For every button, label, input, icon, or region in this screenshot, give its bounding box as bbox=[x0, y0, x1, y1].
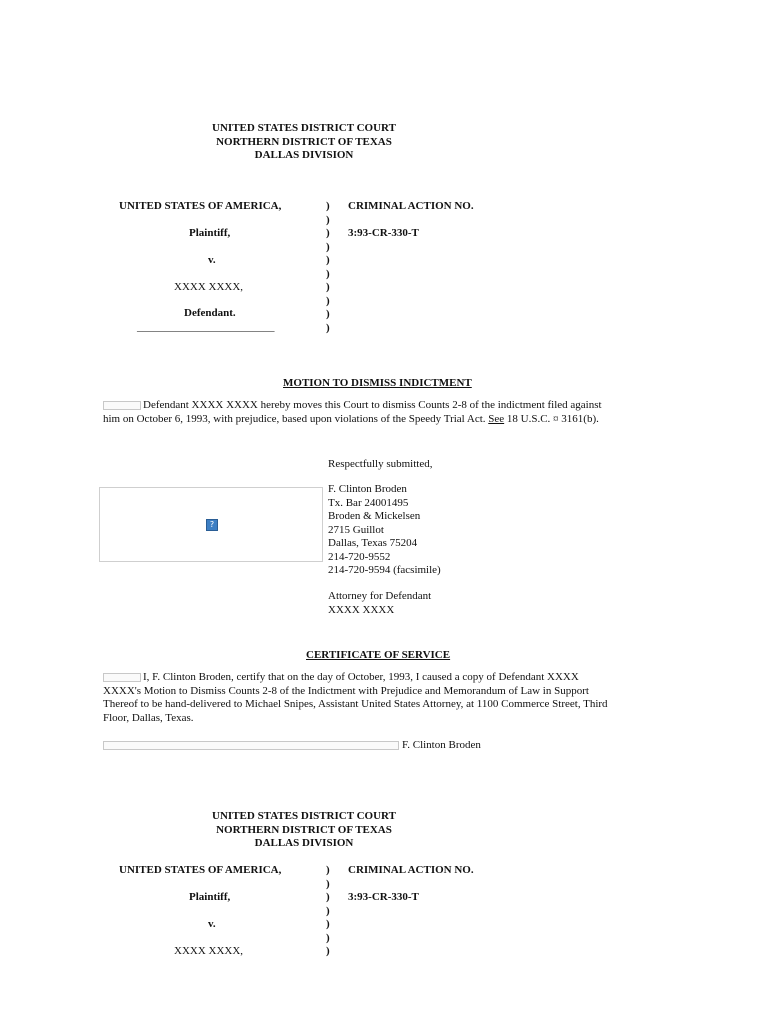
caption-signature-rule: _________________________ bbox=[137, 321, 275, 333]
criminal-action-number: 3:93-CR-330-T bbox=[348, 891, 419, 903]
closing: Respectfully submitted, bbox=[328, 458, 433, 470]
caption-plaintiff: UNITED STATES OF AMERICA, bbox=[119, 200, 282, 212]
paren: ) bbox=[326, 877, 330, 890]
certificate-body bbox=[103, 671, 608, 725]
city-state-zip: Dallas, Texas 75204 bbox=[328, 537, 418, 549]
phone-number: 214-720-9552 bbox=[328, 550, 391, 563]
paren: ) bbox=[326, 904, 330, 917]
client-name: XXXX XXXX bbox=[328, 603, 395, 616]
motion-body-line: him on October 6, 1993, with prejudice, based upon violations of the Speedy Trial Act. See 18 U.S.C. ¤ 3161(b). bbox=[103, 412, 599, 425]
street-address: 2715 Guillot bbox=[328, 523, 384, 536]
court-district: NORTHERN DISTRICT OF TEXAS bbox=[216, 823, 392, 836]
court-header bbox=[170, 122, 438, 163]
court-name: UNITED STATES DISTRICT COURT bbox=[212, 810, 396, 822]
criminal-action-label: CRIMINAL ACTION NO. bbox=[348, 864, 474, 876]
firm-name: Broden & Mickelsen bbox=[328, 510, 421, 522]
paren: ) bbox=[326, 931, 330, 944]
paren: ) bbox=[326, 321, 330, 334]
criminal-action-number: 3:93-CR-330-T bbox=[348, 227, 419, 239]
court-header-repeat bbox=[170, 810, 438, 851]
certificate-line: I, F. Clinton Broden, certify that on the day of October, 1993, I caused a copy of Defendant XXXX bbox=[103, 671, 608, 685]
paren: ) bbox=[326, 281, 330, 293]
paren: ) bbox=[326, 294, 330, 307]
caption-defendant-role: Defendant. bbox=[184, 307, 236, 319]
paren: ) bbox=[326, 240, 330, 253]
see-signal: See bbox=[488, 412, 505, 425]
certificate-line: Floor, Dallas, Texas. bbox=[103, 711, 194, 724]
broken-image-icon: ? bbox=[206, 519, 218, 531]
criminal-action-label: CRIMINAL ACTION NO. bbox=[348, 200, 474, 212]
caption-defendant: XXXX XXXX, bbox=[174, 281, 244, 293]
paren: ) bbox=[326, 945, 330, 957]
tab-placeholder bbox=[103, 673, 141, 682]
paren: ) bbox=[326, 254, 330, 266]
attorney-contact bbox=[328, 483, 441, 578]
certificate-line: XXXX's Motion to Dismiss Counts 2-8 of the Indictment with Prejudice and Memorandum of Law in Support bbox=[103, 684, 589, 697]
caption-plaintiff-role: Plaintiff, bbox=[189, 227, 231, 239]
court-name: UNITED STATES DISTRICT COURT bbox=[212, 122, 396, 134]
paren: ) bbox=[326, 227, 330, 239]
caption-versus: v. bbox=[208, 254, 216, 266]
caption-paren-column bbox=[326, 864, 330, 959]
caption-plaintiff-role: Plaintiff, bbox=[189, 891, 231, 903]
paren: ) bbox=[326, 864, 330, 876]
signature-image-placeholder bbox=[99, 487, 323, 562]
certificate-signer: F. Clinton Broden bbox=[402, 739, 481, 751]
motion-body bbox=[103, 399, 602, 426]
caption-paren-column bbox=[326, 200, 330, 335]
paren: ) bbox=[326, 213, 330, 226]
paren: ) bbox=[326, 200, 330, 212]
paren: ) bbox=[326, 918, 330, 930]
certificate-title: CERTIFICATE OF SERVICE bbox=[306, 649, 451, 661]
motion-title: MOTION TO DISMISS INDICTMENT bbox=[283, 377, 472, 389]
caption-plaintiff: UNITED STATES OF AMERICA, bbox=[119, 864, 282, 876]
bar-number: Tx. Bar 24001495 bbox=[328, 496, 409, 509]
signature-line-placeholder bbox=[103, 741, 399, 750]
tab-placeholder bbox=[103, 401, 141, 410]
certificate-line: Thereof to be hand-delivered to Michael Snipes, Assistant United States Attorney, at 1100 Commerce Street, Third bbox=[103, 698, 608, 710]
motion-body-line: Defendant XXXX XXXX hereby moves this Court to dismiss Counts 2-8 of the indictment filed against bbox=[103, 399, 602, 413]
paren: ) bbox=[326, 308, 330, 320]
paren: ) bbox=[326, 267, 330, 280]
fax-number: 214-720-9594 (facsimile) bbox=[328, 564, 441, 576]
attorney-role-block bbox=[328, 590, 431, 617]
attorney-role: Attorney for Defendant bbox=[328, 590, 432, 602]
caption-defendant: XXXX XXXX, bbox=[174, 945, 244, 957]
court-division: DALLAS DIVISION bbox=[254, 149, 354, 161]
court-district: NORTHERN DISTRICT OF TEXAS bbox=[216, 135, 392, 148]
attorney-name: F. Clinton Broden bbox=[328, 483, 407, 495]
caption-versus: v. bbox=[208, 918, 216, 930]
paren: ) bbox=[326, 891, 330, 903]
court-division: DALLAS DIVISION bbox=[254, 837, 354, 849]
